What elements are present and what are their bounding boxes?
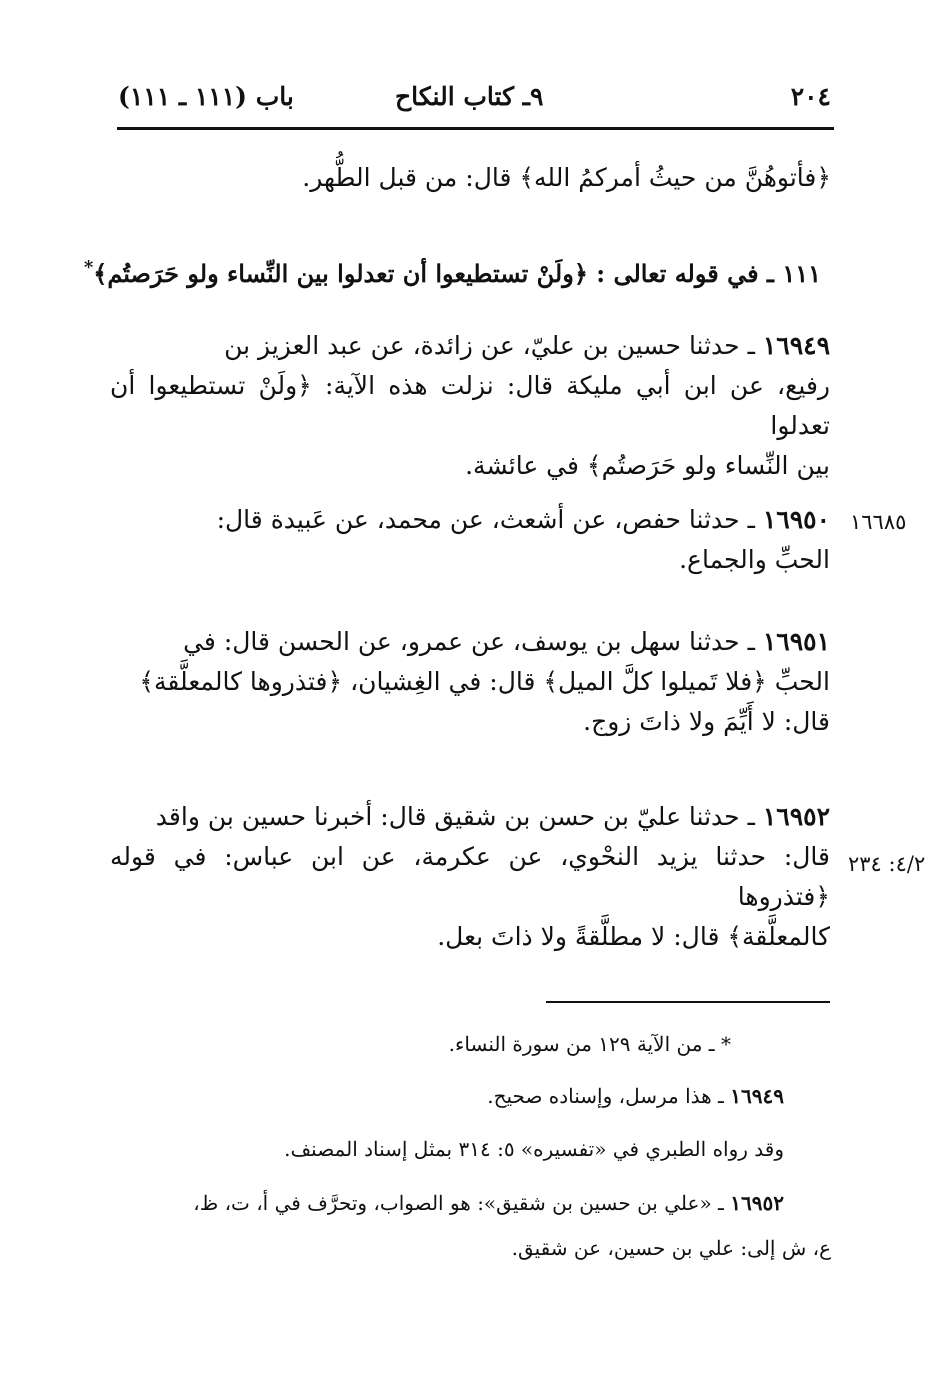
hadith-number: ١٦٩٤٩ bbox=[762, 331, 830, 360]
intro-line: ﴿فأتوهُنَّ من حيثُ أمركمُ الله﴾ قال: من قبل الطُّهر. bbox=[302, 163, 831, 192]
footnote-number: ١٦٩٥٢ bbox=[730, 1191, 784, 1215]
footnote-16952 bbox=[193, 1187, 784, 1219]
footnote-16949-detail: وقد رواه الطبري في «تفسيره» ٥: ٣١٤ بمثل إسناد المصنف. bbox=[284, 1137, 784, 1161]
hadith-line: رفيع، عن ابن أبي مليكة قال: نزلت هذه الآية: ﴿ولَنْ تستطيعوا أن تعدلوا bbox=[110, 371, 830, 440]
chapter-range: باب (١١١ ـ ١١١) bbox=[118, 82, 294, 111]
footnote-star: * ـ من الآية ١٢٩ من سورة النساء. bbox=[448, 1032, 731, 1056]
footnote-16952-detail: ع، ش إلى: علي بن حسين، عن شقيق. bbox=[511, 1236, 831, 1260]
hadith-line: بين النِّساء ولو حَرَصتُم﴾ في عائشة. bbox=[465, 451, 830, 480]
chapter-heading bbox=[84, 248, 821, 294]
chapter-heading-text: ١١١ ـ في قوله تعالى : ﴿ولَنْ تستطيعوا أن تعدلوا بين النِّساء ولو حَرَصتُم﴾ bbox=[93, 259, 821, 288]
hadith-16952 bbox=[110, 797, 830, 957]
footnote-16949 bbox=[487, 1080, 784, 1112]
hadith-line: الحبِّ والجماع. bbox=[679, 545, 830, 574]
hadith-line bbox=[110, 500, 830, 540]
hadith-number: ١٦٩٥٠ bbox=[762, 505, 830, 534]
footnote-number: ١٦٩٤٩ bbox=[730, 1084, 784, 1108]
hadith-line bbox=[110, 622, 830, 662]
heading-star: * bbox=[83, 257, 94, 278]
hadith-line bbox=[110, 797, 830, 837]
page-number: ٢٠٤ bbox=[790, 82, 831, 111]
header-rule bbox=[117, 127, 834, 130]
hadith-line: الحبِّ ﴿فلا تَميلوا كلَّ الميل﴾ قال: في الغِشيان، ﴿فتذروها كالمعلَّقة﴾ bbox=[139, 667, 830, 696]
side-reference: ١٦٦٨٥ bbox=[850, 510, 907, 534]
hadith-number: ١٦٩٥٢ bbox=[762, 802, 830, 831]
side-reference: ٤/٢: ٢٣٤ bbox=[848, 852, 926, 876]
hadith-line: قال: حدثنا يزيد النحْوي، عن عكرمة، عن ابن عباس: في قوله ﴿فتذروها bbox=[110, 842, 830, 911]
hadith-16951 bbox=[110, 622, 830, 742]
hadith-number: ١٦٩٥١ bbox=[762, 627, 830, 656]
footnote-text: ـ هذا مرسل، وإسناده صحيح. bbox=[487, 1084, 724, 1108]
book-title: ٩ـ كتاب النكاح bbox=[395, 82, 544, 111]
footnote-text: ـ «علي بن حسين بن شقيق»: هو الصواب، وتحرَّف في أ، ت، ظ، bbox=[193, 1191, 724, 1215]
footnote-rule bbox=[546, 1001, 830, 1003]
hadith-text: ـ حدثنا عليّ بن حسن بن شقيق قال: أخبرنا حسين بن واقد bbox=[155, 802, 755, 831]
hadith-16950 bbox=[110, 500, 830, 580]
hadith-line: كالمعلَّقة﴾ قال: لا مطلَّقةً ولا ذاتَ بعل. bbox=[437, 922, 830, 951]
hadith-line bbox=[110, 326, 830, 366]
hadith-16949 bbox=[110, 326, 830, 486]
hadith-text: ـ حدثنا سهل بن يوسف، عن عمرو، عن الحسن قال: في bbox=[183, 627, 755, 656]
hadith-text: ـ حدثنا حسين بن عليّ، عن زائدة، عن عبد العزيز بن bbox=[224, 331, 755, 360]
hadith-text: ـ حدثنا حفص، عن أشعث، عن محمد، عن عَبيدة قال: bbox=[216, 505, 755, 534]
hadith-line: قال: لا أَيِّمَ ولا ذاتَ زوج. bbox=[583, 707, 830, 736]
